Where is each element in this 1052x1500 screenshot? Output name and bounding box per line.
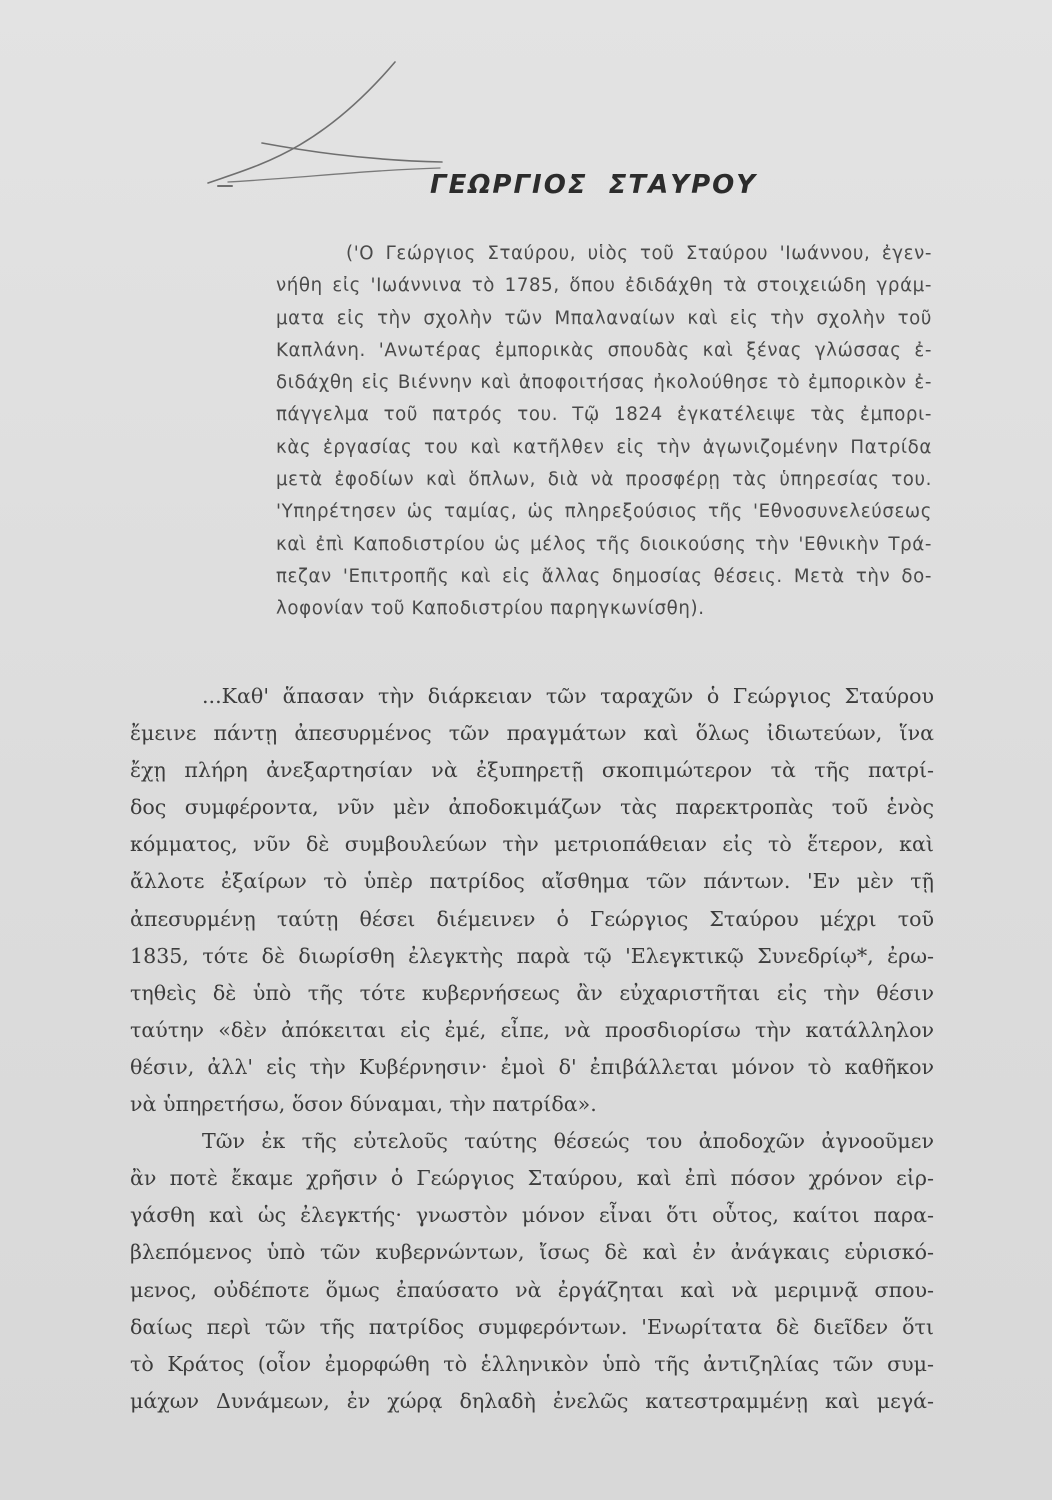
body-line: μάχων Δυνάμεων, ἐν χώρᾳ δηλαδὴ ἐνελῶς κατεστραμμένῃ καὶ μεγά- [130, 1388, 934, 1413]
body-text [130, 678, 934, 1420]
intro-line: 'Υπηρέτησεν ὡς ταμίας, ὡς πληρεξούσιος τῆς 'Εθνοσυνελεύσεως [276, 501, 932, 523]
intro-line: νήθη εἰς 'Ιωάννινα τὸ 1785, ὅπου ἐδιδάχθη τὰ στοιχειώδη γράμ- [276, 275, 932, 297]
intro-line: ματα εἰς τὴν σχολὴν τῶν Μπαλαναίων καὶ εἰς τὴν σχολὴν τοῦ [276, 307, 932, 329]
body-line: δος συμφέροντα, νῦν μὲν ἀποδοκιμάζων τὰς παρεκτροπὰς τοῦ ἑνὸς [130, 795, 934, 820]
intro-line: πάγγελμα τοῦ πατρός του. Τῷ 1824 ἐγκατέλειψε τὰς ἐμπορι- [276, 404, 932, 426]
intro-line: καὶ ἐπὶ Καποδιστρίου ὡς μέλος τῆς διοικούσης τὴν 'Εθνικὴν Τρά- [276, 533, 932, 555]
body-line: δαίως περὶ τῶν τῆς πατρίδος συμφερόντων. 'Ενωρίτατα δὲ διεῖδεν ὅτι [130, 1314, 934, 1339]
page-title: ΓΕΩΡΓΙΟΣ ΣΤΑΥΡΟΥ [430, 170, 758, 200]
body-line: ταύτην «δὲν ἀπόκειται εἰς ἐμέ, εἶπε, νὰ προσδιορίσω τὴν κατάλληλον [130, 1017, 934, 1042]
intro-line: κὰς ἐργασίας του καὶ κατῆλθεν εἰς τὴν ἀγωνιζομένην Πατρίδα [276, 436, 932, 458]
intro-line: λοφονίαν τοῦ Καποδιστρίου παρηγκωνίσθη). [276, 598, 705, 620]
body-line: βλεπόμενος ὑπὸ τῶν κυβερνώντων, ἴσως δὲ καὶ ἐν ἀνάγκαις εὑρισκό- [130, 1240, 934, 1265]
body-line: ἀπεσυρμένῃ ταύτῃ θέσει διέμεινεν ὁ Γεώργιος Σταύρου μέχρι τοῦ [130, 906, 934, 931]
intro-line: πεζαν 'Επιτροπῆς καὶ εἰς ἄλλας δημοσίας θέσεις. Μετὰ τὴν δο- [276, 565, 932, 587]
intro-line: ('Ο Γεώργιος Σταύρου, υἱὸς τοῦ Σταύρου 'Ιωάννου, ἐγεν- [346, 243, 932, 264]
body-line: τηθεὶς δὲ ὑπὸ τῆς τότε κυβερνήσεως ἂν εὐχαριστῆται εἰς τὴν θέσιν [130, 980, 934, 1005]
body-line: νὰ ὑπηρετήσω, ὅσον δύναμαι, τὴν πατρίδα». [130, 1092, 597, 1117]
body-line: ἂν ποτὲ ἔκαμε χρῆσιν ὁ Γεώργιος Σταύρου, καὶ ἐπὶ πόσον χρόνον εἰρ- [130, 1166, 934, 1191]
body-line: τὸ Κράτος (οἷον ἐμορφώθη τὸ ἑλληνικὸν ὑπὸ τῆς ἀντιζηλίας τῶν συμ- [130, 1351, 934, 1376]
body-line: ἔχῃ πλήρη ἀνεξαρτησίαν νὰ ἐξυπηρετῇ σκοπιμώτερον τὰ τῆς πατρί- [130, 758, 934, 783]
intro-paragraph [276, 238, 932, 626]
body-line: ἄλλοτε ἐξαίρων τὸ ὑπὲρ πατρίδος αἴσθημα τῶν πάντων. 'Εν μὲν τῇ [130, 869, 934, 894]
body-line: κόμματος, νῦν δὲ συμβουλεύων τὴν μετριοπάθειαν εἰς τὸ ἕτερον, καὶ [130, 832, 934, 857]
intro-line: μετὰ ἐφοδίων καὶ ὅπλων, διὰ νὰ προσφέρῃ τὰς ὑπηρεσίας του. [276, 469, 932, 491]
body-line: ἔμεινε πάντῃ ἀπεσυρμένος τῶν πραγμάτων καὶ ὅλως ἰδιωτεύων, ἵνα [130, 721, 934, 746]
intro-line: διδάχθη εἰς Βιέννην καὶ ἀποφοιτήσας ἠκολούθησε τὸ ἐμπορικὸν ἐ- [276, 372, 932, 394]
body-line: ...Καθ' ἅπασαν τὴν διάρκειαν τῶν ταραχῶν ὁ Γεώργιος Σταύρου [202, 684, 934, 708]
intro-line: Καπλάνη. 'Ανωτέρας ἐμπορικὰς σπουδὰς καὶ ξένας γλώσσας ἐ- [276, 339, 932, 361]
body-line: 1835, τότε δὲ διωρίσθη ἐλεγκτὴς παρὰ τῷ 'Ελεγκτικῷ Συνεδρίῳ*, ἐρω- [130, 943, 934, 968]
body-line: θέσιν, ἀλλ' εἰς τὴν Κυβέρνησιν· ἐμοὶ δ' ἐπιβάλλεται μόνον τὸ καθῆκον [130, 1054, 934, 1079]
body-line: μενος, οὐδέποτε ὅμως ἐπαύσατο νὰ ἐργάζηται καὶ νὰ μεριμνᾷ σπου- [130, 1277, 934, 1302]
body-line: Τῶν ἐκ τῆς εὐτελοῦς ταύτης θέσεώς του ἀποδοχῶν ἀγνοοῦμεν [202, 1129, 934, 1154]
body-line: γάσθη καὶ ὡς ἐλεγκτής· γνωστὸν μόνον εἶναι ὅτι οὗτος, καίτοι παρα- [130, 1203, 934, 1228]
